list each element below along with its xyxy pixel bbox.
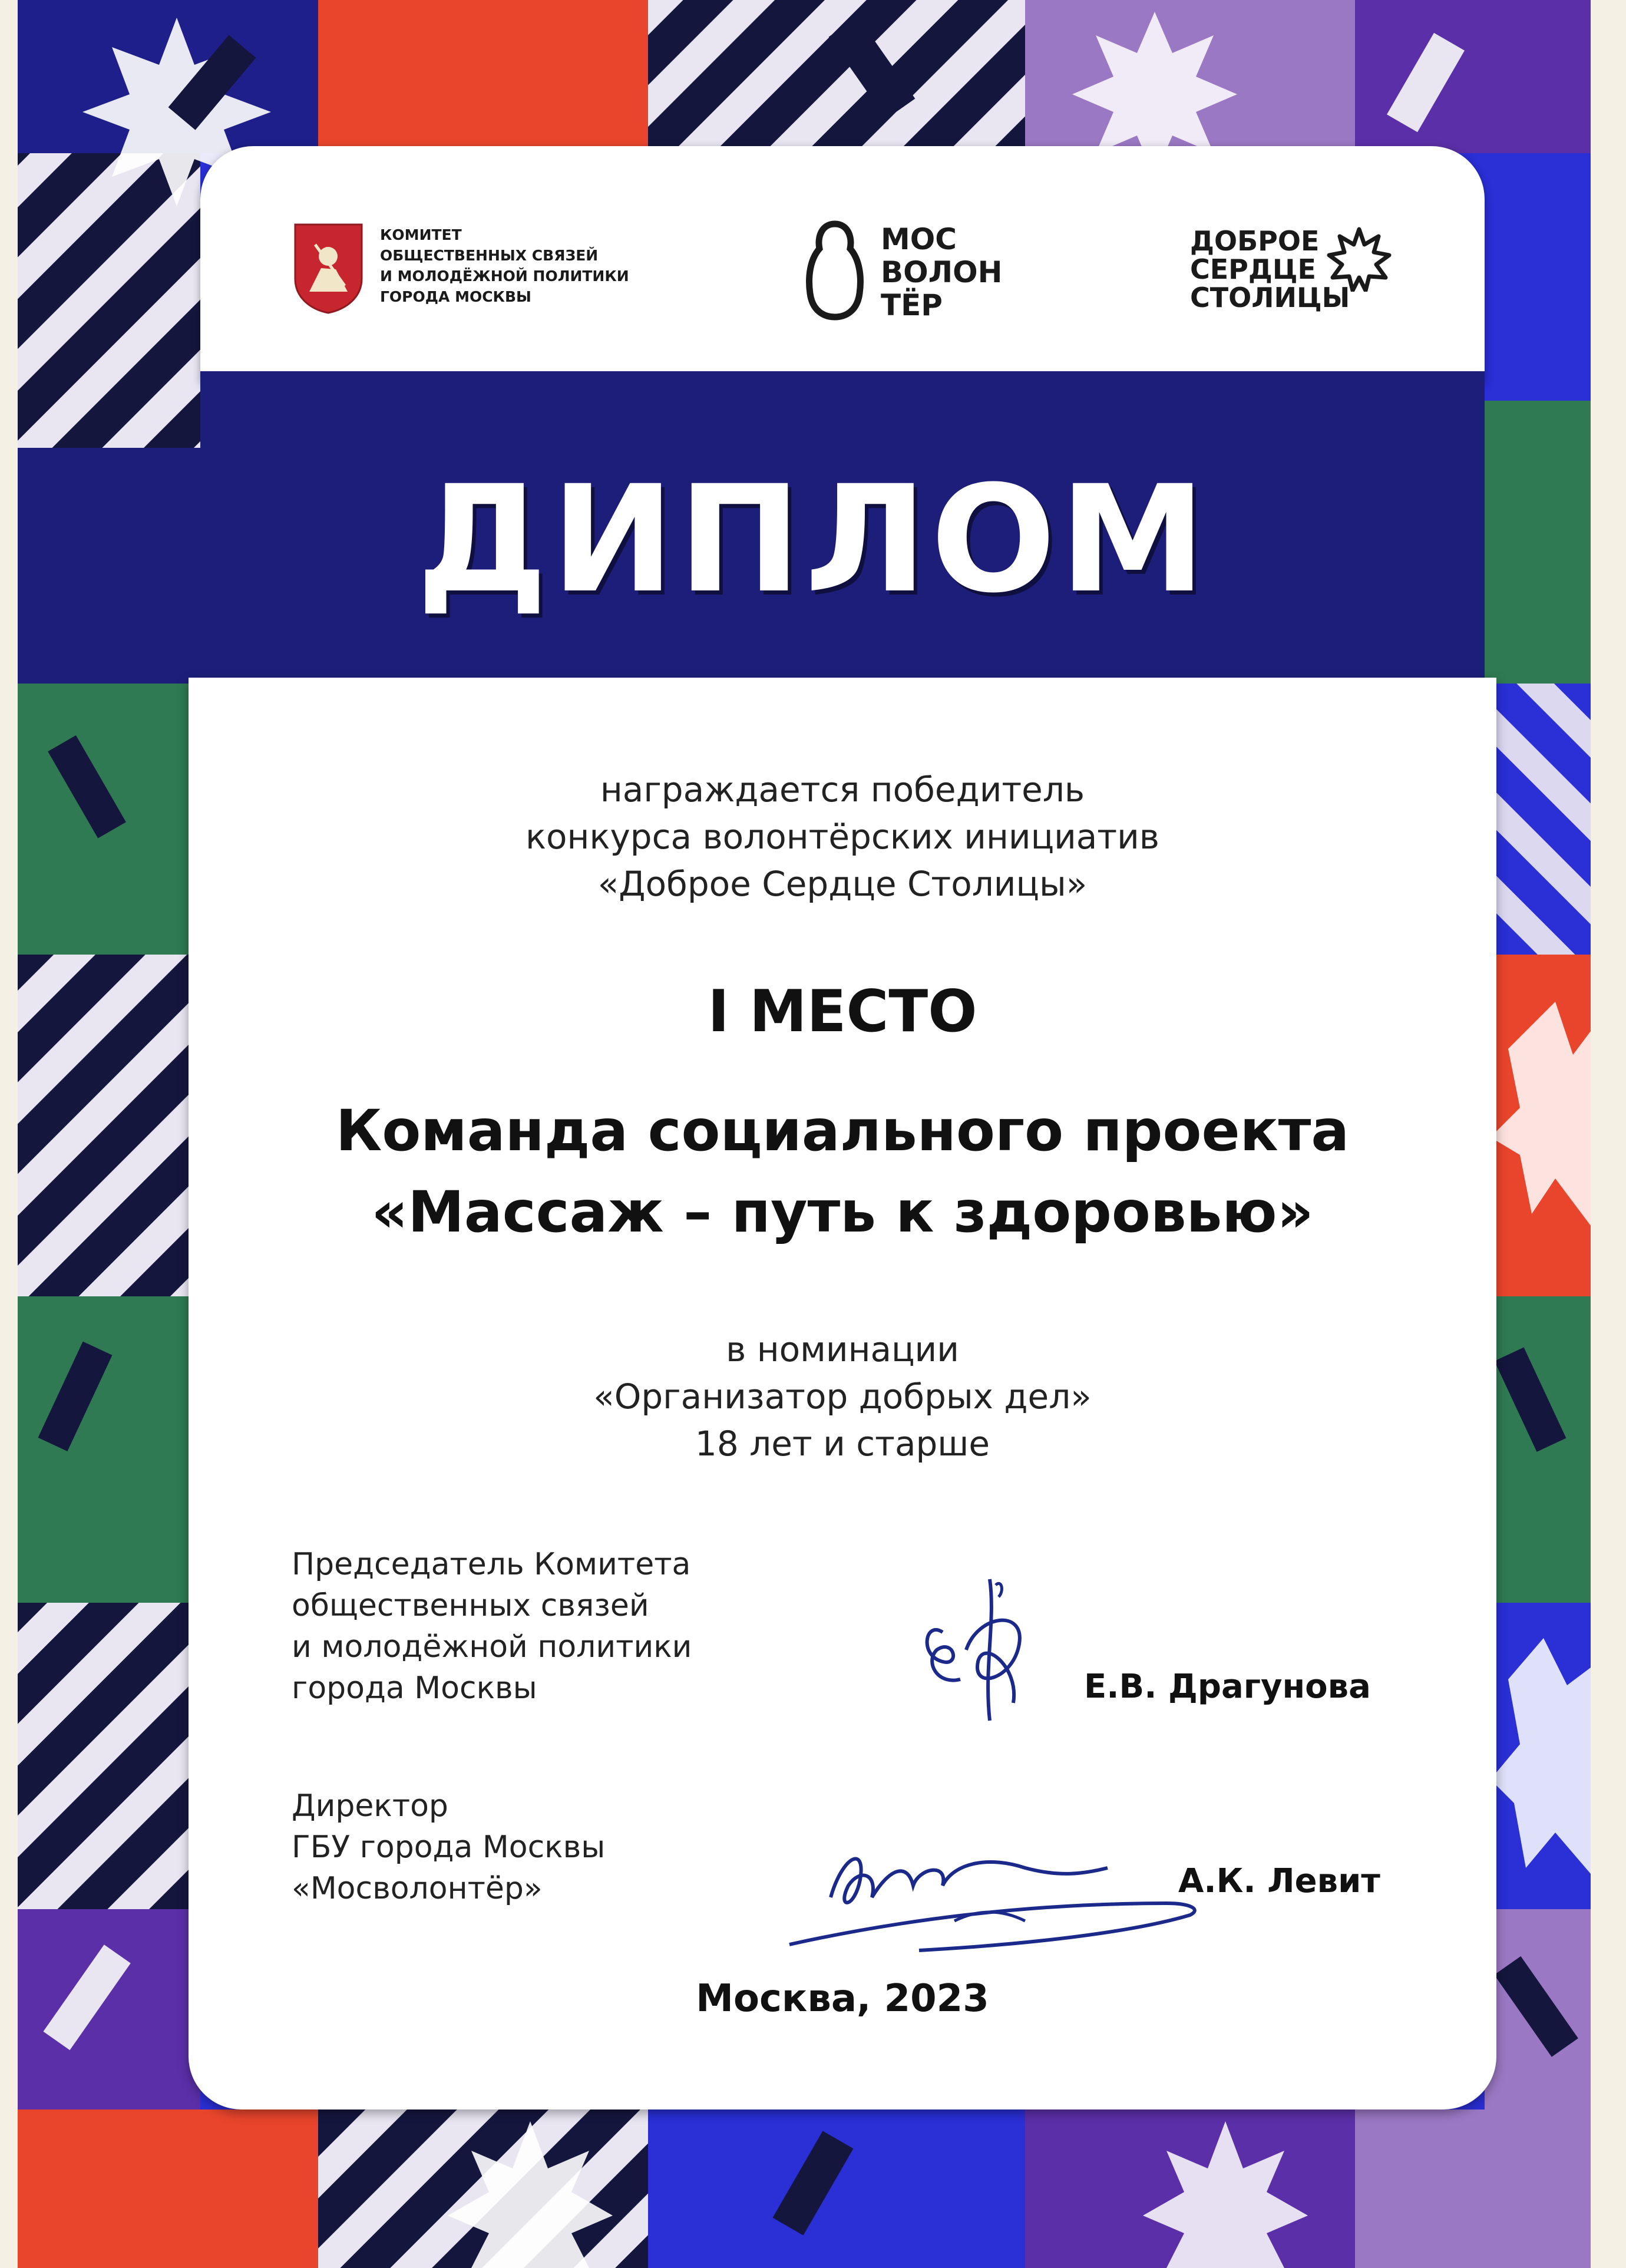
committee-line-3: И МОЛОДЁЖНОЙ ПОЛИТИКИ — [380, 268, 629, 285]
signatory-1-name: Е.В. Драгунова — [1084, 1668, 1371, 1706]
kind-heart-line-3: СТОЛИЦЫ — [1190, 282, 1350, 313]
team-line-2: «Массаж – путь к здоровью» — [371, 1179, 1314, 1245]
team-line-1: Команда социального проекта — [335, 1098, 1350, 1164]
signature-2-icon — [778, 1821, 1225, 1974]
signatory-2-title-line-1: Директор — [292, 1788, 448, 1824]
burst-star-icon — [1327, 227, 1392, 292]
signatory-1-title — [292, 1544, 692, 1709]
moscow-crest-icon — [292, 221, 365, 315]
committee-logo — [292, 221, 669, 315]
award-intro — [189, 766, 1496, 907]
signatory-2-name: А.К. Левит — [1178, 1862, 1380, 1900]
nomination-line-1: в номинации — [726, 1329, 959, 1369]
signatory-1-title-line-1: Председатель Комитета — [292, 1547, 691, 1582]
signatory-2-title-line-3: «Мосволонтёр» — [292, 1871, 543, 1906]
place-heading: I МЕСТО — [708, 978, 977, 1045]
mosvolonter-line-3: ТЁР — [881, 288, 943, 322]
intro-line-3: «Доброе Сердце Столицы» — [597, 864, 1088, 904]
kind-heart-line-2: СЕРДЦЕ — [1190, 253, 1316, 285]
signatory-2-title — [292, 1785, 605, 1909]
team-name — [189, 1090, 1496, 1253]
nomination — [189, 1326, 1496, 1467]
mosvolonter-line-1: МОС — [881, 222, 957, 256]
kind-heart-logo — [1190, 227, 1402, 327]
drop-icon — [804, 218, 866, 321]
kind-heart-line-1: ДОБРОЕ — [1190, 225, 1320, 257]
diploma-title: ДИПЛОМ — [416, 454, 1210, 625]
signatory-1-title-line-3: и молодёжной политики — [292, 1629, 692, 1665]
mosvolonter-line-2: ВОЛОН — [881, 255, 1003, 289]
committee-line-1: КОМИТЕТ — [380, 226, 462, 243]
intro-line-2: конкурса волонтёрских инициатив — [526, 817, 1159, 857]
signatory-2-title-line-2: ГБУ города Москвы — [292, 1830, 606, 1865]
signatory-1-title-line-2: общественных связей — [292, 1588, 649, 1623]
mosvolonter-logo — [804, 218, 1016, 330]
signatory-1-title-line-4: города Москвы — [292, 1671, 537, 1706]
signature-1-icon — [901, 1561, 1078, 1738]
intro-line-1: награждается победитель — [600, 770, 1085, 810]
nomination-line-3: 18 лет и старше — [695, 1424, 990, 1464]
committee-line-4: ГОРОДА МОСКВЫ — [380, 288, 531, 305]
nomination-line-2: «Организатор добрых дел» — [593, 1376, 1092, 1417]
footer-place-year: Москва, 2023 — [696, 1977, 989, 2021]
committee-line-2: ОБЩЕСТВЕННЫХ СВЯЗЕЙ — [380, 247, 599, 264]
